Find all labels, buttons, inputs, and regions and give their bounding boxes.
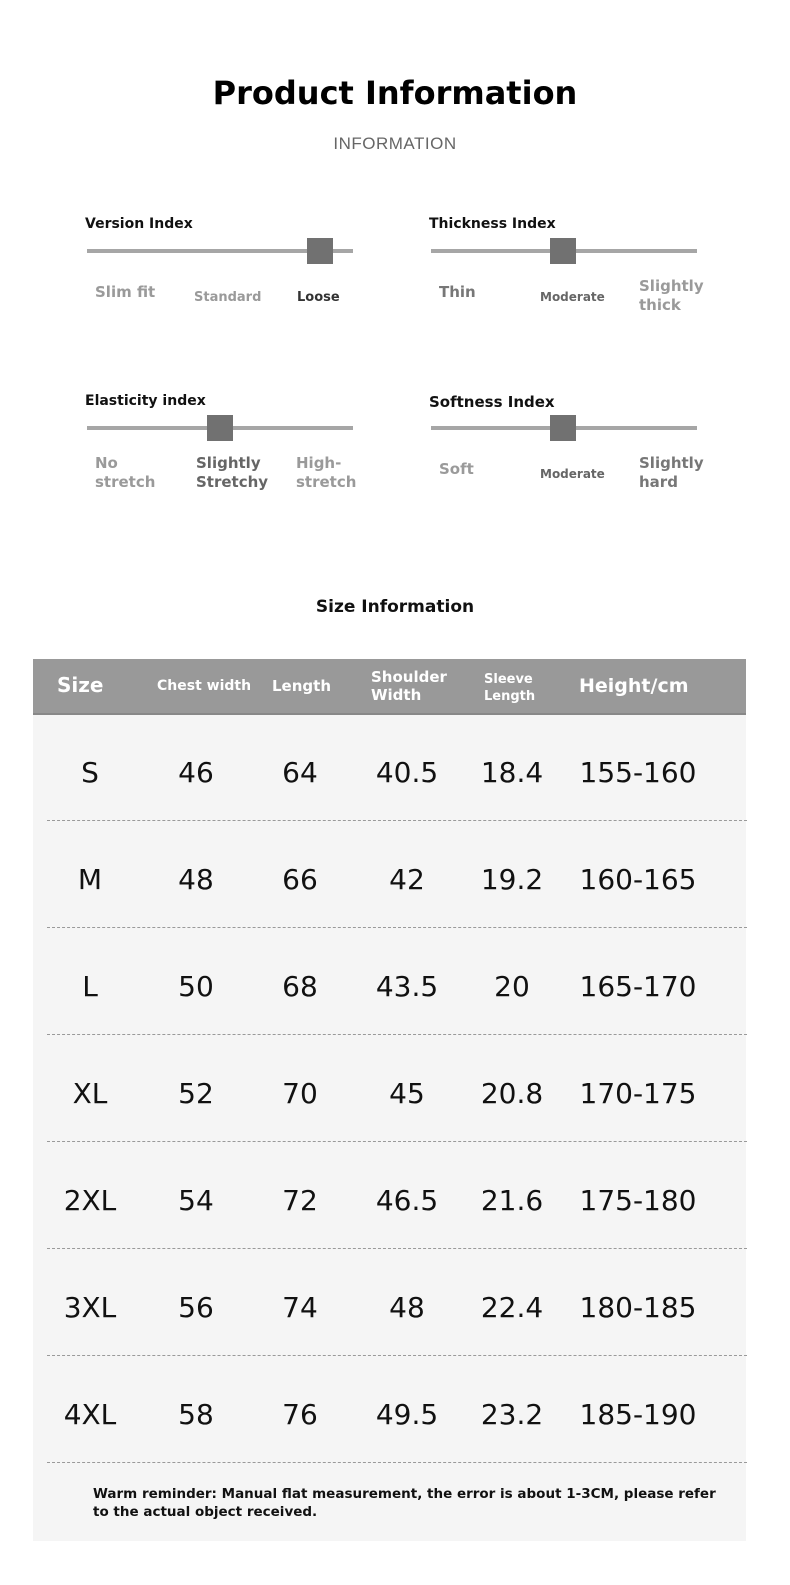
table-row [33,826,746,933]
table-cell: 58 [178,1398,214,1431]
table-cell: 3XL [63,1291,117,1324]
row-divider [47,1034,747,1035]
index-option: Soft [439,460,474,478]
table-cell: 50 [178,970,214,1003]
index-title: Thickness Index [429,216,556,232]
index-option: Slightly thick [639,277,704,314]
header-length: Length [272,677,331,695]
version-index [85,216,365,356]
table-cell: 43.5 [375,970,439,1003]
table-cell: 23.2 [480,1398,544,1431]
table-header [33,659,746,715]
index-option: Standard [194,290,262,305]
table-cell: 72 [282,1184,318,1217]
table-cell: 52 [178,1077,214,1110]
table-cell: 22.4 [480,1291,544,1324]
header-chest-width: Chest width [157,678,252,694]
index-option: High-stretch [296,454,357,491]
index-option: Slightly hard [639,454,704,491]
header-shoulder-width: Shoulder Width [371,668,447,704]
index-option: Slim fit [95,283,156,301]
row-divider [47,1248,747,1249]
index-option: No stretch [95,454,156,491]
table-cell: 175-180 [579,1184,697,1217]
table-cell: XL [72,1077,108,1110]
table-cell: 49.5 [375,1398,439,1431]
table-cell: 165-170 [579,970,697,1003]
table-cell: 21.6 [480,1184,544,1217]
table-cell: 48 [389,1291,425,1324]
table-cell: 48 [178,863,214,896]
index-title: Version Index [85,216,193,232]
table-cell: 20 [494,970,530,1003]
table-cell: 74 [282,1291,318,1324]
table-cell: 42 [389,863,425,896]
size-information-title: Size Information [315,597,475,617]
row-divider [47,1355,747,1356]
page-title: Product Information [212,74,578,112]
index-option-selected: Moderate [540,290,605,304]
page-subtitle: INFORMATION [333,134,457,153]
index-option-selected: Moderate [540,467,605,481]
index-option-selected: Slightly Stretchy [196,454,269,491]
table-cell: 185-190 [579,1398,697,1431]
table-cell: 64 [282,756,318,789]
row-divider [47,927,747,928]
table-row [33,1254,746,1361]
table-cell: 54 [178,1184,214,1217]
table-cell: 68 [282,970,318,1003]
table-cell: 155-160 [579,756,697,789]
table-cell: 46 [178,756,214,789]
table-cell: 18.4 [480,756,544,789]
index-knob [307,238,333,264]
index-option: Thin [439,283,476,301]
warm-reminder: Warm reminder: Manual flat measurement, the error is about 1-3CM, please refer to the actual object received. [93,1486,716,1520]
table-cell: 76 [282,1398,318,1431]
table-cell: 19.2 [480,863,544,896]
table-cell: 70 [282,1077,318,1110]
table-cell: 46.5 [375,1184,439,1217]
table-row [33,933,746,1040]
table-cell: 4XL [63,1398,117,1431]
thickness-index [429,216,709,356]
table-row [33,1147,746,1254]
table-row [33,719,746,826]
table-row [33,1361,746,1468]
table-cell: 66 [282,863,318,896]
index-option-selected: Loose [297,290,340,305]
row-divider [47,820,747,821]
table-row [33,1040,746,1147]
index-knob [207,415,233,441]
index-title: Softness Index [429,393,555,411]
header-height: Height/cm [579,675,689,697]
table-cell: 56 [178,1291,214,1324]
softness-index [429,393,709,533]
index-knob [550,415,576,441]
header-sleeve-length: Sleeve Length [484,672,536,704]
index-knob [550,238,576,264]
table-cell: 20.8 [480,1077,544,1110]
size-table [33,659,746,1541]
table-cell: 2XL [63,1184,117,1217]
row-divider [47,1462,747,1463]
table-cell: 180-185 [579,1291,697,1324]
elasticity-index [85,393,365,533]
table-cell: 40.5 [375,756,439,789]
header-size: Size [57,673,104,697]
row-divider [47,1141,747,1142]
table-cell: 45 [389,1077,425,1110]
table-cell: L [82,970,98,1003]
table-cell: S [81,756,99,789]
table-cell: 170-175 [579,1077,697,1110]
table-cell: M [77,863,103,896]
index-title: Elasticity index [85,393,206,409]
table-cell: 160-165 [579,863,697,896]
